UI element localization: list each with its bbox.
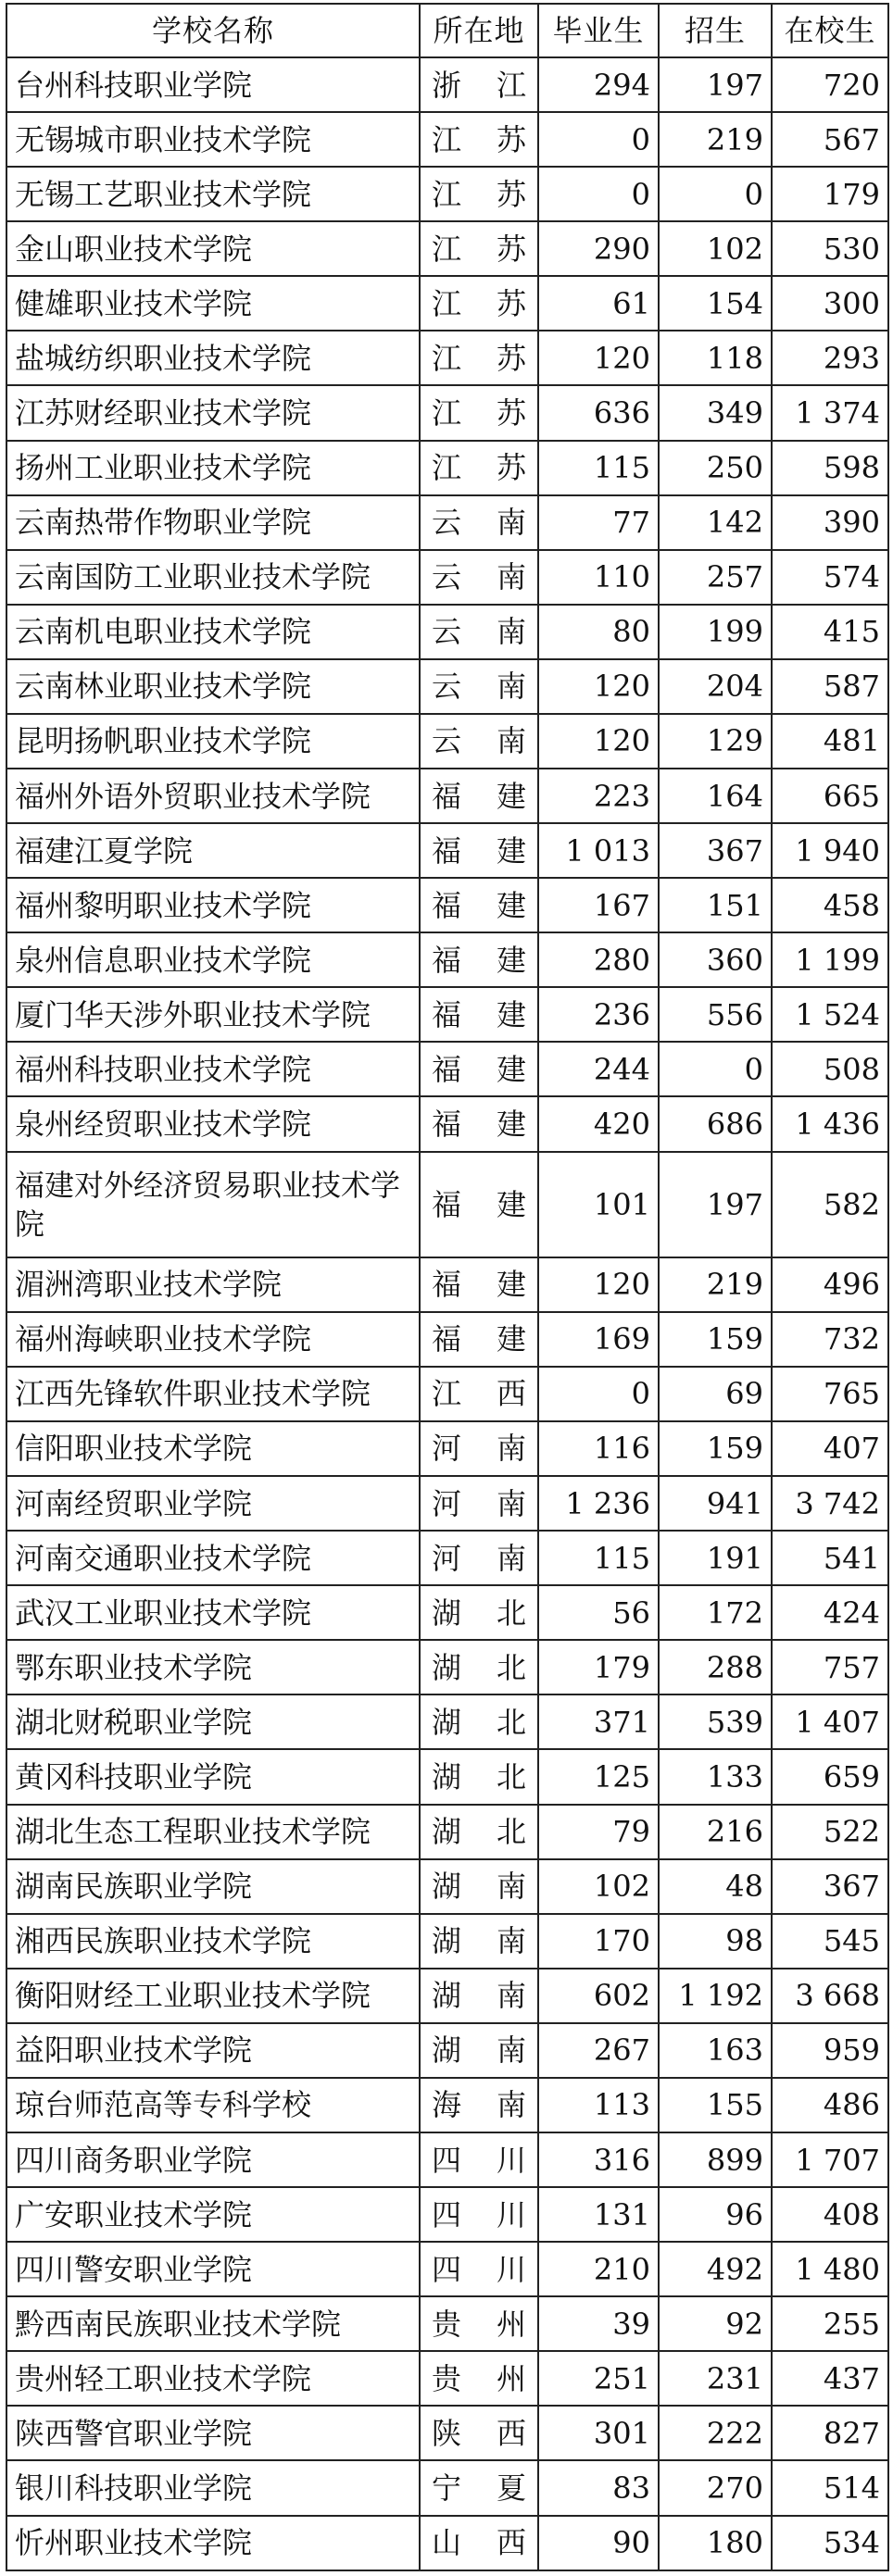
- header-row: [6, 4, 888, 57]
- graduates-cell: 290: [538, 221, 659, 276]
- table-row: [6, 2132, 888, 2187]
- table-row: [6, 167, 888, 221]
- enrollment-cell: 1 192: [659, 1969, 772, 2023]
- table-row: [6, 1096, 888, 1151]
- location-cell: 福建: [420, 769, 538, 823]
- table-row: [6, 987, 888, 1042]
- location-cell: 宁夏: [420, 2460, 538, 2515]
- graduates-cell: 39: [538, 2296, 659, 2351]
- table-row: [6, 1694, 888, 1749]
- students-cell: 587: [772, 659, 888, 714]
- graduates-cell: 170: [538, 1914, 659, 1969]
- students-cell: 522: [772, 1805, 888, 1859]
- location-cell: 湖南: [420, 2023, 538, 2078]
- students-cell: 1 199: [772, 932, 888, 987]
- school-name-cell: 福州科技职业技术学院: [6, 1042, 420, 1096]
- school-name-cell: 云南热带作物职业学院: [6, 495, 420, 550]
- enrollment-cell: 118: [659, 331, 772, 385]
- students-cell: 534: [772, 2516, 888, 2570]
- location-cell: 海南: [420, 2078, 538, 2132]
- school-name-cell: 福州海峡职业技术学院: [6, 1312, 420, 1367]
- school-name-cell: 陕西警官职业学院: [6, 2406, 420, 2460]
- enrollment-cell: 102: [659, 221, 772, 276]
- graduates-cell: 125: [538, 1749, 659, 1804]
- location-cell: 福建: [420, 987, 538, 1042]
- school-name-cell: 黄冈科技职业学院: [6, 1749, 420, 1804]
- students-cell: 582: [772, 1152, 888, 1257]
- graduates-cell: 602: [538, 1969, 659, 2023]
- graduates-cell: 110: [538, 550, 659, 605]
- graduates-cell: 101: [538, 1152, 659, 1257]
- graduates-cell: 1 013: [538, 823, 659, 878]
- students-cell: 541: [772, 1531, 888, 1585]
- location-cell: 湖北: [420, 1805, 538, 1859]
- graduates-cell: 210: [538, 2242, 659, 2296]
- enrollment-cell: 151: [659, 878, 772, 932]
- students-cell: 293: [772, 331, 888, 385]
- table-row: [6, 1421, 888, 1476]
- school-name-cell: 昆明扬帆职业技术学院: [6, 714, 420, 769]
- enrollment-cell: 288: [659, 1640, 772, 1694]
- graduates-cell: 115: [538, 441, 659, 495]
- graduates-cell: 251: [538, 2351, 659, 2406]
- graduates-cell: 0: [538, 1367, 659, 1421]
- students-cell: 179: [772, 167, 888, 221]
- students-cell: 300: [772, 276, 888, 331]
- graduates-cell: 61: [538, 276, 659, 331]
- enrollment-cell: 191: [659, 1531, 772, 1585]
- graduates-cell: 116: [538, 1421, 659, 1476]
- students-cell: 481: [772, 714, 888, 769]
- school-name-cell: 忻州职业技术学院: [6, 2516, 420, 2570]
- students-cell: 1 374: [772, 385, 888, 440]
- location-cell: 福建: [420, 932, 538, 987]
- location-cell: 福建: [420, 1257, 538, 1312]
- enrollment-cell: 349: [659, 385, 772, 440]
- graduates-cell: 636: [538, 385, 659, 440]
- enrollment-cell: 163: [659, 2023, 772, 2078]
- enrollment-cell: 360: [659, 932, 772, 987]
- graduates-cell: 236: [538, 987, 659, 1042]
- graduates-cell: 77: [538, 495, 659, 550]
- table-row: [6, 1749, 888, 1804]
- enrollment-cell: 0: [659, 1042, 772, 1096]
- school-name-cell: 河南经贸职业学院: [6, 1476, 420, 1531]
- students-cell: 408: [772, 2187, 888, 2242]
- students-cell: 959: [772, 2023, 888, 2078]
- students-cell: 765: [772, 1367, 888, 1421]
- table-row: [6, 605, 888, 659]
- students-cell: 390: [772, 495, 888, 550]
- enrollment-cell: 159: [659, 1421, 772, 1476]
- school-name-cell: 益阳职业技术学院: [6, 2023, 420, 2078]
- location-cell: 云南: [420, 495, 538, 550]
- table-row: [6, 550, 888, 605]
- graduates-cell: 115: [538, 1531, 659, 1585]
- header-students: 在校生: [772, 4, 888, 57]
- school-name-cell: 贵州轻工职业技术学院: [6, 2351, 420, 2406]
- graduates-cell: 120: [538, 659, 659, 714]
- table-header: [6, 4, 888, 57]
- table-row: [6, 2242, 888, 2296]
- enrollment-cell: 231: [659, 2351, 772, 2406]
- enrollment-cell: 0: [659, 167, 772, 221]
- location-cell: 江苏: [420, 276, 538, 331]
- school-name-cell: 广安职业技术学院: [6, 2187, 420, 2242]
- table-row: [6, 2023, 888, 2078]
- school-name-cell: 云南国防工业职业技术学院: [6, 550, 420, 605]
- table-body: [6, 57, 888, 2570]
- students-cell: 3 668: [772, 1969, 888, 2023]
- enrollment-cell: 222: [659, 2406, 772, 2460]
- table-row: [6, 1859, 888, 1914]
- graduates-cell: 113: [538, 2078, 659, 2132]
- students-cell: 1 436: [772, 1096, 888, 1151]
- school-name-cell: 湘西民族职业技术学院: [6, 1914, 420, 1969]
- students-cell: 545: [772, 1914, 888, 1969]
- school-name-cell: 武汉工业职业技术学院: [6, 1585, 420, 1640]
- students-cell: 567: [772, 112, 888, 167]
- enrollment-cell: 257: [659, 550, 772, 605]
- enrollment-cell: 180: [659, 2516, 772, 2570]
- students-cell: 1 407: [772, 1694, 888, 1749]
- table-row: [6, 823, 888, 878]
- students-cell: 1 480: [772, 2242, 888, 2296]
- location-cell: 江苏: [420, 167, 538, 221]
- location-cell: 江西: [420, 1367, 538, 1421]
- enrollment-cell: 250: [659, 441, 772, 495]
- school-statistics-table: [6, 3, 889, 2571]
- table-row: [6, 2460, 888, 2515]
- enrollment-cell: 270: [659, 2460, 772, 2515]
- table-row: [6, 1367, 888, 1421]
- students-cell: 508: [772, 1042, 888, 1096]
- graduates-cell: 223: [538, 769, 659, 823]
- students-cell: 496: [772, 1257, 888, 1312]
- students-cell: 3 742: [772, 1476, 888, 1531]
- school-name-cell: 福建江夏学院: [6, 823, 420, 878]
- school-name-cell: 湖北财税职业学院: [6, 1694, 420, 1749]
- table-row: [6, 1640, 888, 1694]
- enrollment-cell: 204: [659, 659, 772, 714]
- table-row: [6, 331, 888, 385]
- table-row: [6, 1969, 888, 2023]
- graduates-cell: 280: [538, 932, 659, 987]
- school-name-cell: 湖北生态工程职业技术学院: [6, 1805, 420, 1859]
- school-name-cell: 河南交通职业技术学院: [6, 1531, 420, 1585]
- header-enrollment: 招生: [659, 4, 772, 57]
- students-cell: 458: [772, 878, 888, 932]
- enrollment-cell: 142: [659, 495, 772, 550]
- students-cell: 255: [772, 2296, 888, 2351]
- location-cell: 云南: [420, 659, 538, 714]
- table-row: [6, 385, 888, 440]
- graduates-cell: 120: [538, 331, 659, 385]
- school-name-cell: 云南林业职业技术学院: [6, 659, 420, 714]
- location-cell: 贵州: [420, 2351, 538, 2406]
- location-cell: 山西: [420, 2516, 538, 2570]
- enrollment-cell: 133: [659, 1749, 772, 1804]
- graduates-cell: 179: [538, 1640, 659, 1694]
- enrollment-cell: 686: [659, 1096, 772, 1151]
- table-row: [6, 1312, 888, 1367]
- location-cell: 四川: [420, 2242, 538, 2296]
- enrollment-cell: 219: [659, 112, 772, 167]
- school-name-cell: 衡阳财经工业职业技术学院: [6, 1969, 420, 2023]
- header-location: 所在地: [420, 4, 538, 57]
- students-cell: 659: [772, 1749, 888, 1804]
- students-cell: 415: [772, 605, 888, 659]
- students-cell: 665: [772, 769, 888, 823]
- graduates-cell: 79: [538, 1805, 659, 1859]
- table-row: [6, 1585, 888, 1640]
- location-cell: 湖北: [420, 1749, 538, 1804]
- enrollment-cell: 941: [659, 1476, 772, 1531]
- school-name-cell: 云南机电职业技术学院: [6, 605, 420, 659]
- students-cell: 407: [772, 1421, 888, 1476]
- enrollment-cell: 92: [659, 2296, 772, 2351]
- table-row: [6, 1476, 888, 1531]
- table-row: [6, 112, 888, 167]
- graduates-cell: 0: [538, 112, 659, 167]
- location-cell: 湖北: [420, 1640, 538, 1694]
- location-cell: 湖北: [420, 1694, 538, 1749]
- table-row: [6, 221, 888, 276]
- school-name-cell: 江西先锋软件职业技术学院: [6, 1367, 420, 1421]
- graduates-cell: 316: [538, 2132, 659, 2187]
- enrollment-cell: 129: [659, 714, 772, 769]
- graduates-cell: 371: [538, 1694, 659, 1749]
- table-row: [6, 441, 888, 495]
- enrollment-cell: 164: [659, 769, 772, 823]
- table-row: [6, 2516, 888, 2570]
- school-name-cell: 江苏财经职业技术学院: [6, 385, 420, 440]
- enrollment-cell: 154: [659, 276, 772, 331]
- graduates-cell: 267: [538, 2023, 659, 2078]
- table-row: [6, 659, 888, 714]
- enrollment-cell: 556: [659, 987, 772, 1042]
- enrollment-cell: 219: [659, 1257, 772, 1312]
- school-name-cell: 湖南民族职业学院: [6, 1859, 420, 1914]
- enrollment-cell: 367: [659, 823, 772, 878]
- school-name-cell: 四川商务职业学院: [6, 2132, 420, 2187]
- location-cell: 陕西: [420, 2406, 538, 2460]
- location-cell: 云南: [420, 550, 538, 605]
- students-cell: 437: [772, 2351, 888, 2406]
- school-name-cell: 福建对外经济贸易职业技术学院: [6, 1152, 420, 1257]
- graduates-cell: 167: [538, 878, 659, 932]
- graduates-cell: 80: [538, 605, 659, 659]
- school-name-cell: 琼台师范高等专科学校: [6, 2078, 420, 2132]
- students-cell: 598: [772, 441, 888, 495]
- location-cell: 四川: [420, 2187, 538, 2242]
- students-cell: 827: [772, 2406, 888, 2460]
- enrollment-cell: 98: [659, 1914, 772, 1969]
- location-cell: 福建: [420, 1312, 538, 1367]
- location-cell: 福建: [420, 1042, 538, 1096]
- enrollment-cell: 48: [659, 1859, 772, 1914]
- location-cell: 河南: [420, 1421, 538, 1476]
- table-row: [6, 2351, 888, 2406]
- students-cell: 1 524: [772, 987, 888, 1042]
- table-row: [6, 276, 888, 331]
- enrollment-cell: 899: [659, 2132, 772, 2187]
- school-name-cell: 福州外语外贸职业技术学院: [6, 769, 420, 823]
- enrollment-cell: 155: [659, 2078, 772, 2132]
- school-name-cell: 金山职业技术学院: [6, 221, 420, 276]
- school-name-cell: 无锡工艺职业技术学院: [6, 167, 420, 221]
- location-cell: 福建: [420, 823, 538, 878]
- location-cell: 江苏: [420, 441, 538, 495]
- table-row: [6, 1914, 888, 1969]
- school-name-cell: 福州黎明职业技术学院: [6, 878, 420, 932]
- table-row: [6, 2406, 888, 2460]
- location-cell: 云南: [420, 714, 538, 769]
- graduates-cell: 301: [538, 2406, 659, 2460]
- location-cell: 福建: [420, 1096, 538, 1151]
- table-row: [6, 932, 888, 987]
- table-row: [6, 878, 888, 932]
- location-cell: 贵州: [420, 2296, 538, 2351]
- students-cell: 424: [772, 1585, 888, 1640]
- enrollment-cell: 172: [659, 1585, 772, 1640]
- school-name-cell: 黔西南民族职业技术学院: [6, 2296, 420, 2351]
- table-row: [6, 1805, 888, 1859]
- enrollment-cell: 197: [659, 1152, 772, 1257]
- table-row: [6, 1042, 888, 1096]
- location-cell: 河南: [420, 1476, 538, 1531]
- school-name-cell: 盐城纺织职业技术学院: [6, 331, 420, 385]
- school-name-cell: 厦门华天涉外职业技术学院: [6, 987, 420, 1042]
- graduates-cell: 120: [538, 1257, 659, 1312]
- school-name-cell: 健雄职业技术学院: [6, 276, 420, 331]
- location-cell: 湖南: [420, 1969, 538, 2023]
- graduates-cell: 102: [538, 1859, 659, 1914]
- location-cell: 福建: [420, 1152, 538, 1257]
- graduates-cell: 1 236: [538, 1476, 659, 1531]
- graduates-cell: 120: [538, 714, 659, 769]
- table-row: [6, 1531, 888, 1585]
- school-name-cell: 鄂东职业技术学院: [6, 1640, 420, 1694]
- location-cell: 浙江: [420, 57, 538, 112]
- school-name-cell: 泉州信息职业技术学院: [6, 932, 420, 987]
- students-cell: 720: [772, 57, 888, 112]
- location-cell: 福建: [420, 878, 538, 932]
- school-name-cell: 银川科技职业学院: [6, 2460, 420, 2515]
- table-row: [6, 2187, 888, 2242]
- school-name-cell: 信阳职业技术学院: [6, 1421, 420, 1476]
- location-cell: 河南: [420, 1531, 538, 1585]
- enrollment-cell: 69: [659, 1367, 772, 1421]
- school-name-cell: 台州科技职业学院: [6, 57, 420, 112]
- location-cell: 江苏: [420, 112, 538, 167]
- location-cell: 湖南: [420, 1859, 538, 1914]
- table-row: [6, 495, 888, 550]
- table-row: [6, 2296, 888, 2351]
- school-name-cell: 湄洲湾职业技术学院: [6, 1257, 420, 1312]
- graduates-cell: 56: [538, 1585, 659, 1640]
- enrollment-cell: 492: [659, 2242, 772, 2296]
- school-name-cell: 泉州经贸职业技术学院: [6, 1096, 420, 1151]
- enrollment-cell: 159: [659, 1312, 772, 1367]
- graduates-cell: 131: [538, 2187, 659, 2242]
- enrollment-cell: 539: [659, 1694, 772, 1749]
- students-cell: 367: [772, 1859, 888, 1914]
- students-cell: 530: [772, 221, 888, 276]
- graduates-cell: 0: [538, 167, 659, 221]
- graduates-cell: 244: [538, 1042, 659, 1096]
- location-cell: 江苏: [420, 385, 538, 440]
- students-cell: 1 707: [772, 2132, 888, 2187]
- graduates-cell: 294: [538, 57, 659, 112]
- students-cell: 486: [772, 2078, 888, 2132]
- location-cell: 江苏: [420, 331, 538, 385]
- school-name-cell: 扬州工业职业技术学院: [6, 441, 420, 495]
- table-row: [6, 1152, 888, 1257]
- students-cell: 574: [772, 550, 888, 605]
- location-cell: 江苏: [420, 221, 538, 276]
- students-cell: 732: [772, 1312, 888, 1367]
- enrollment-cell: 216: [659, 1805, 772, 1859]
- location-cell: 云南: [420, 605, 538, 659]
- location-cell: 湖南: [420, 1914, 538, 1969]
- graduates-cell: 169: [538, 1312, 659, 1367]
- enrollment-cell: 197: [659, 57, 772, 112]
- students-cell: 1 940: [772, 823, 888, 878]
- table-row: [6, 57, 888, 112]
- graduates-cell: 83: [538, 2460, 659, 2515]
- graduates-cell: 420: [538, 1096, 659, 1151]
- graduates-cell: 90: [538, 2516, 659, 2570]
- table-row: [6, 714, 888, 769]
- school-name-cell: 无锡城市职业技术学院: [6, 112, 420, 167]
- location-cell: 四川: [420, 2132, 538, 2187]
- table-row: [6, 769, 888, 823]
- table-row: [6, 2078, 888, 2132]
- enrollment-cell: 96: [659, 2187, 772, 2242]
- students-cell: 757: [772, 1640, 888, 1694]
- table-row: [6, 1257, 888, 1312]
- header-school-name: 学校名称: [6, 4, 420, 57]
- school-name-cell: 四川警安职业学院: [6, 2242, 420, 2296]
- header-graduates: 毕业生: [538, 4, 659, 57]
- students-cell: 514: [772, 2460, 888, 2515]
- location-cell: 湖北: [420, 1585, 538, 1640]
- enrollment-cell: 199: [659, 605, 772, 659]
